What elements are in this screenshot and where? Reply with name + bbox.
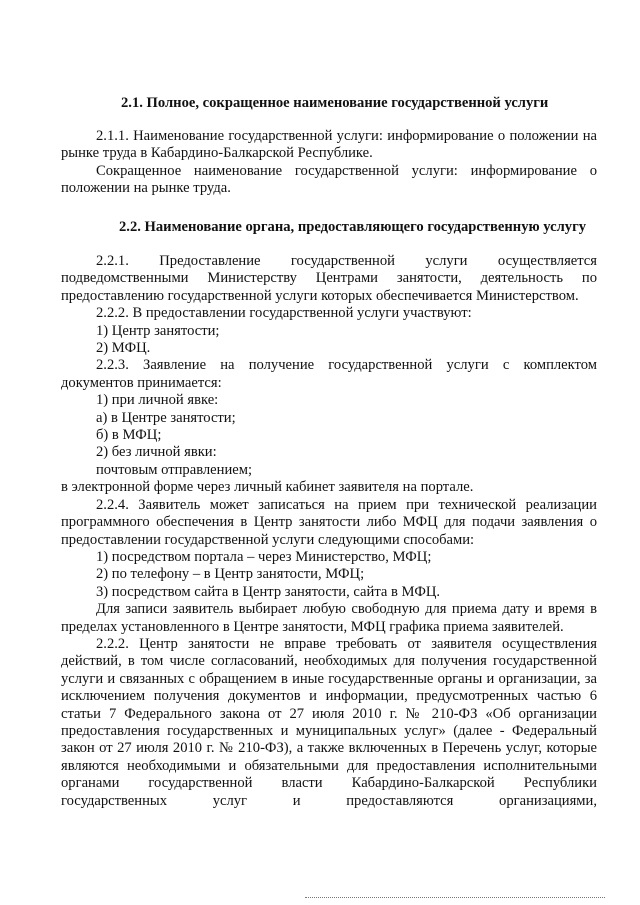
paragraph: Для записи заявитель выбирает любую свободную для приема дату и время в пределах установленного в Центре занятости, МФЦ графика приема заявителей.: [61, 601, 597, 635]
paragraph: 2.2.4. Заявитель может записаться на прием при технической реализации программного обеспечения в Центр занятости либо МФЦ для подачи заявления о предоставлении государственной услуги следующими способами:: [61, 496, 597, 548]
paragraph: 2.2.3. Заявление на получение государственной услуги с комплектом документов принимается:: [61, 357, 597, 391]
page-edge-mark: [305, 897, 605, 898]
section-2-1-body: [61, 128, 597, 198]
paragraph: 2.1.1. Наименование государственной услуги: информирование о положении на рынке труда в Кабардино-Балкарской Республике.: [61, 128, 597, 162]
list-item: 2) по телефону – в Центр занятости, МФЦ;: [96, 566, 365, 583]
list-item: 1) посредством портала – через Министерство, МФЦ;: [96, 548, 432, 565]
list-item: 1) Центр занятости;: [96, 322, 220, 339]
paragraph: 2.2.1. Предоставление государственной услуги осуществляется подведомственными Министерству Центрами занятости, деятельность по предоставлению государственной услуги которых обеспечивается Министерством.: [61, 253, 597, 304]
paragraph: 2.2.2. В предоставлении государственной услуги участвуют:: [96, 305, 472, 322]
section-heading-2-1: 2.1. Полное, сокращенное наименование государственной услуги: [121, 95, 549, 111]
section-heading-2-2: 2.2. Наименование органа, предоставляющего государственную услугу: [119, 219, 587, 235]
list-item: почтовым отправлением;: [96, 461, 253, 478]
list-item: 2) МФЦ.: [96, 340, 151, 357]
list-item: а) в Центре занятости;: [96, 409, 236, 426]
list-item: в электронной форме через личный кабинет заявителя на портале.: [61, 479, 474, 496]
paragraph: Сокращенное наименование государственной услуги: информирование о положении на рынке труда.: [61, 162, 597, 197]
section-2-2-body: [61, 253, 597, 810]
list-item: 3) посредством сайта в Центр занятости, сайта в МФЦ.: [96, 583, 441, 600]
list-item: 2) без личной явки:: [96, 444, 217, 461]
paragraph: 2.2.2. Центр занятости не вправе требовать от заявителя осуществления действий, в том числе согласований, необходимых для получения государственной услуги и связанных с обращением в иные государственные органы и организации, за исключением получения документов и информации, предусмотренных частью 6 статьи 7 Федерального закона от 27 июля 2010 г. № 210-ФЗ «Об организации предоставления государственных и муниципальных услуг» (далее - Федеральный закон от 27 июля 2010 г. № 210-ФЗ), а также включенных в Перечень услуг, которые являются необходимыми и обязательными для предоставления исполнительными органами государственной власти Кабардино-Балкарской Республики государственных услуг и предоставляются организациями,: [61, 635, 597, 809]
list-item: б) в МФЦ;: [96, 427, 162, 444]
list-item: 1) при личной явке:: [96, 392, 219, 409]
